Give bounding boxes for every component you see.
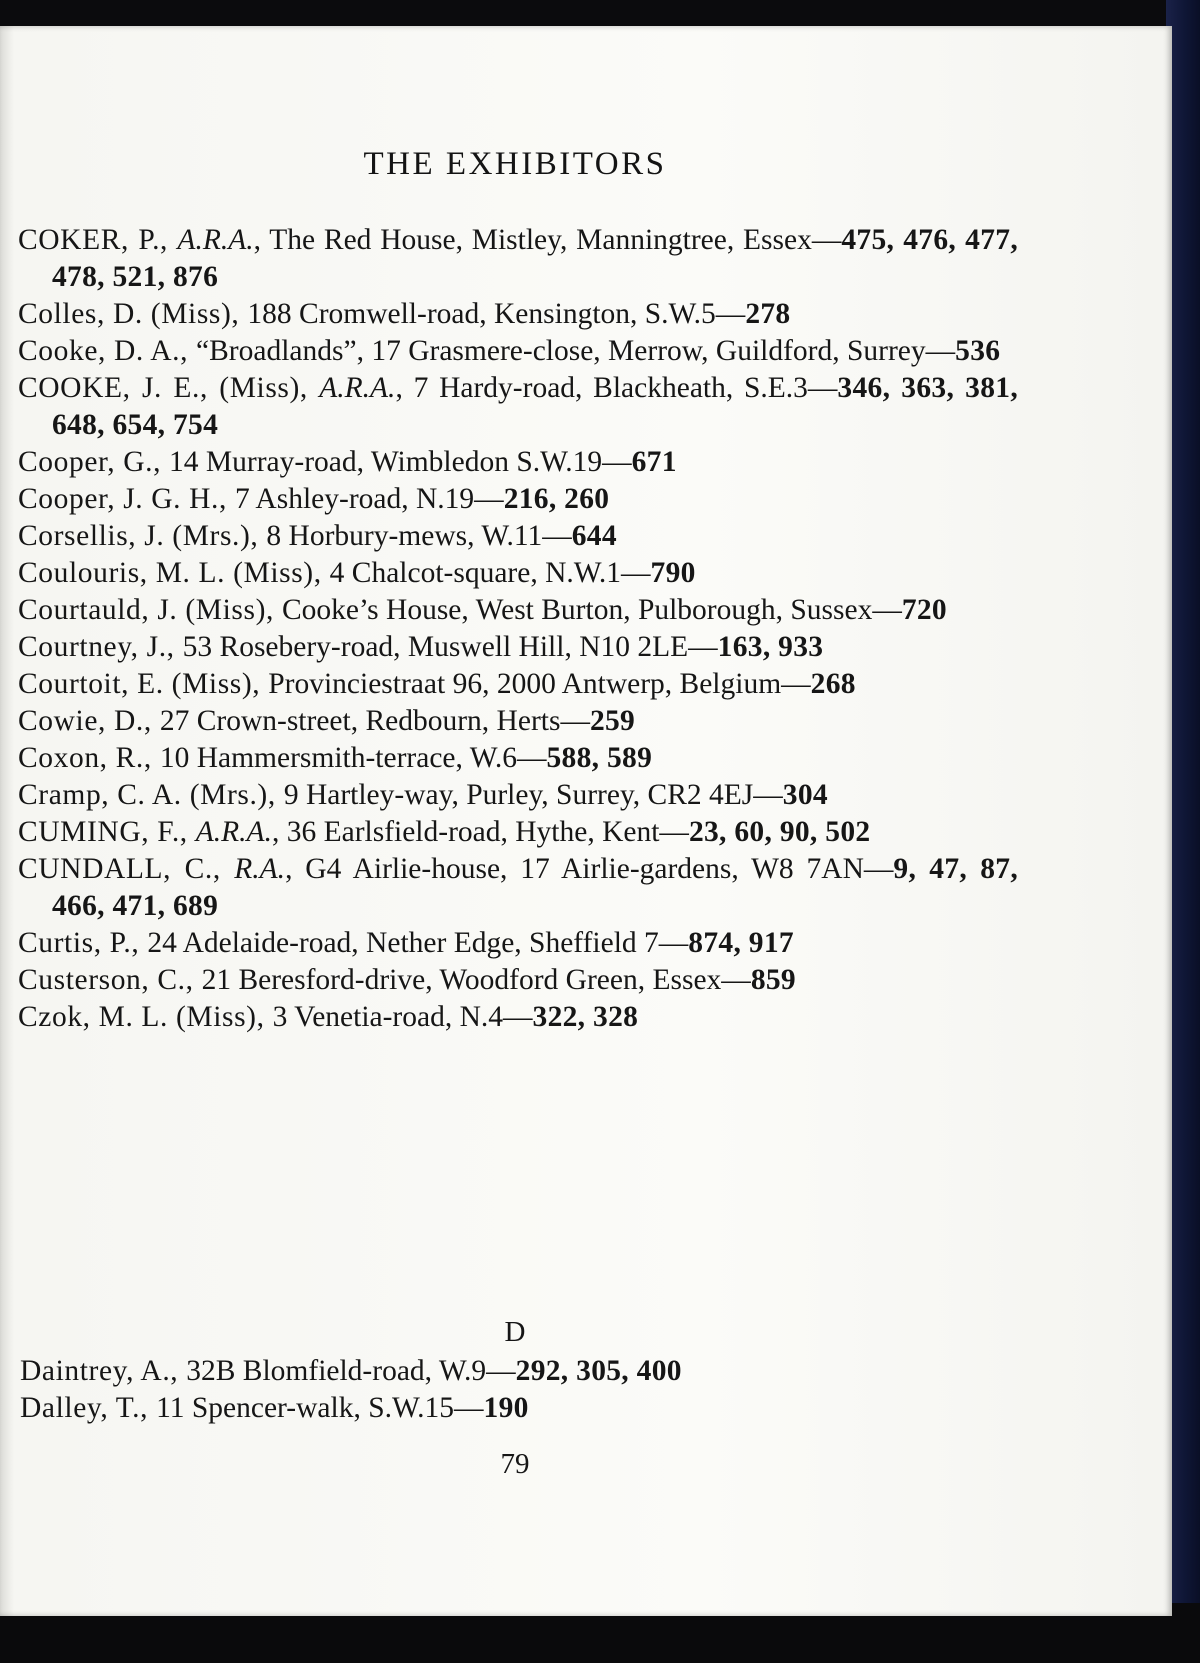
exhibitor-entry <box>18 592 1018 629</box>
exhibitor-name: Courtney, J., <box>18 631 183 663</box>
academic-title: R.A. <box>234 853 286 885</box>
exhibitor-name: Courtauld, J. (Miss), <box>18 594 282 626</box>
exhibitor-entry <box>20 1353 1020 1390</box>
exhibitor-entry <box>18 555 1018 592</box>
exhibitor-address: 9 Hartley-way, Purley, Surrey, CR2 4EJ— <box>283 779 783 811</box>
exhibitor-address: 188 Cromwell-road, Kensington, S.W.5— <box>247 298 746 330</box>
exhibitor-entry <box>18 851 1018 925</box>
exhibitor-entry <box>18 444 1018 481</box>
catalogue-numbers: 475, 476, 477, 478, 521, 876 <box>52 224 1018 293</box>
catalogue-numbers: 346, 363, 381, 648, 654, 754 <box>52 372 1019 441</box>
exhibitor-entry <box>18 777 1018 814</box>
exhibitor-name: Cowie, D., <box>18 705 160 737</box>
exhibitor-name: Daintrey, A., <box>20 1355 187 1387</box>
exhibitor-name: Cooper, G., <box>18 446 170 478</box>
exhibitor-entry <box>18 962 1018 999</box>
exhibitor-name: Czok, M. L. (Miss), <box>18 1001 273 1033</box>
catalogue-numbers: 190 <box>483 1392 529 1424</box>
catalogue-numbers: 322, 328 <box>532 1001 639 1033</box>
catalogue-numbers: 304 <box>782 779 828 811</box>
exhibitor-name: Custerson, C., <box>18 964 202 996</box>
catalogue-numbers: 9, 47, 87, 466, 471, 689 <box>52 853 1018 922</box>
catalogue-numbers: 216, 260 <box>503 483 610 515</box>
exhibitor-name: Cooper, J. G. H., <box>18 483 235 515</box>
exhibitor-address: 10 Hammersmith-terrace, W.6— <box>159 742 547 774</box>
exhibitor-entry <box>18 629 1018 666</box>
exhibitor-address: 3 Venetia-road, N.4— <box>272 1001 533 1033</box>
exhibitor-name: COKER, P., <box>18 224 178 256</box>
catalogue-numbers: 644 <box>571 520 617 552</box>
exhibitor-address: 8 Horbury-mews, W.11— <box>266 520 572 552</box>
catalogue-numbers: 588, 589 <box>546 742 653 774</box>
exhibitor-name: Cooke, D. A., <box>18 335 197 367</box>
exhibitor-name: Curtis, P., <box>18 927 148 959</box>
exhibitor-name: Courtoit, E. (Miss), <box>18 668 269 700</box>
catalogue-numbers: 671 <box>631 446 677 478</box>
exhibitor-address: 32B Blomfield-road, W.9— <box>186 1355 516 1387</box>
exhibitor-name: CUMING, F., <box>18 816 196 848</box>
page-title: THE EXHIBITORS <box>363 146 667 182</box>
exhibitor-entry <box>18 370 1018 444</box>
academic-title: A.R.A. <box>177 224 254 256</box>
catalogue-numbers: 23, 60, 90, 502 <box>688 816 871 848</box>
exhibitor-address: 11 Spencer-walk, S.W.15— <box>156 1392 484 1424</box>
exhibitor-list-c <box>18 222 1018 1036</box>
exhibitor-address: , The Red House, Mistley, Manningtree, Essex— <box>253 224 842 256</box>
exhibitor-entry <box>18 740 1018 777</box>
exhibitor-address: , G4 Airlie-house, 17 Airlie-gardens, W8 7AN— <box>285 853 894 885</box>
page-number: 79 <box>500 1448 530 1480</box>
academic-title: A.R.A. <box>195 816 272 848</box>
exhibitor-name: Colles, D. (Miss), <box>18 298 248 330</box>
exhibitor-entry <box>18 999 1018 1036</box>
exhibitor-entry <box>18 518 1018 555</box>
exhibitor-name: COOKE, J. E., (Miss), <box>18 372 320 404</box>
exhibitor-name: CUNDALL, C., <box>18 853 235 885</box>
exhibitor-name: Cramp, C. A. (Mrs.), <box>18 779 284 811</box>
catalogue-numbers: 259 <box>589 705 636 737</box>
exhibitor-entry <box>20 1390 1020 1427</box>
catalogue-numbers: 536 <box>955 335 1001 367</box>
exhibitor-entry <box>18 703 1018 740</box>
exhibitor-entry <box>18 296 1018 333</box>
exhibitor-address: 14 Murray-road, Wimbledon S.W.19— <box>169 446 632 478</box>
catalogue-numbers: 292, 305, 400 <box>515 1355 682 1387</box>
exhibitor-address: , 7 Hardy-road, Blackheath, S.E.3— <box>395 372 838 404</box>
exhibitor-address: 7 Ashley-road, N.19— <box>234 483 504 515</box>
section-heading-d: D <box>504 1316 526 1348</box>
exhibitor-address: 4 Chalcot-square, N.W.1— <box>329 557 651 589</box>
academic-title: A.R.A. <box>319 372 396 404</box>
exhibitor-name: Corsellis, J. (Mrs.), <box>18 520 267 552</box>
catalogue-numbers: 790 <box>650 557 696 589</box>
exhibitor-entry <box>18 333 1018 370</box>
catalogue-numbers: 874, 917 <box>688 927 794 959</box>
exhibitor-address: 24 Adelaide-road, Nether Edge, Sheffield 7— <box>147 927 689 959</box>
exhibitor-address: Provinciestraat 96, 2000 Antwerp, Belgium— <box>268 668 811 700</box>
exhibitor-address: “Broadlands”, 17 Grasmere-close, Merrow, Guildford, Surrey— <box>196 335 956 367</box>
catalogue-numbers: 268 <box>810 668 856 700</box>
exhibitor-address: 21 Beresford-drive, Woodford Green, Essex— <box>201 964 751 996</box>
book-page <box>0 26 1172 1616</box>
catalogue-numbers: 278 <box>745 298 791 330</box>
exhibitor-list-d <box>20 1353 1020 1427</box>
exhibitor-name: Dalley, T., <box>20 1392 157 1424</box>
exhibitor-entry <box>18 666 1018 703</box>
exhibitor-name: Coulouris, M. L. (Miss), <box>18 557 330 589</box>
exhibitor-address: 27 Crown-street, Redbourn, Herts— <box>159 705 590 737</box>
exhibitor-address: 53 Rosebery-road, Muswell Hill, N10 2LE— <box>182 631 718 663</box>
exhibitor-entry <box>18 814 1018 851</box>
exhibitor-name: Coxon, R., <box>18 742 160 774</box>
exhibitor-address: Cooke’s House, West Burton, Pulborough, Sussex— <box>281 594 902 626</box>
exhibitor-entry <box>18 481 1018 518</box>
catalogue-numbers: 859 <box>750 964 796 996</box>
exhibitor-entry <box>18 222 1018 296</box>
exhibitor-entry <box>18 925 1018 962</box>
exhibitor-address: , 36 Earlsfield-road, Hythe, Kent— <box>271 816 689 848</box>
catalogue-numbers: 720 <box>901 594 947 626</box>
catalogue-numbers: 163, 933 <box>717 631 824 663</box>
